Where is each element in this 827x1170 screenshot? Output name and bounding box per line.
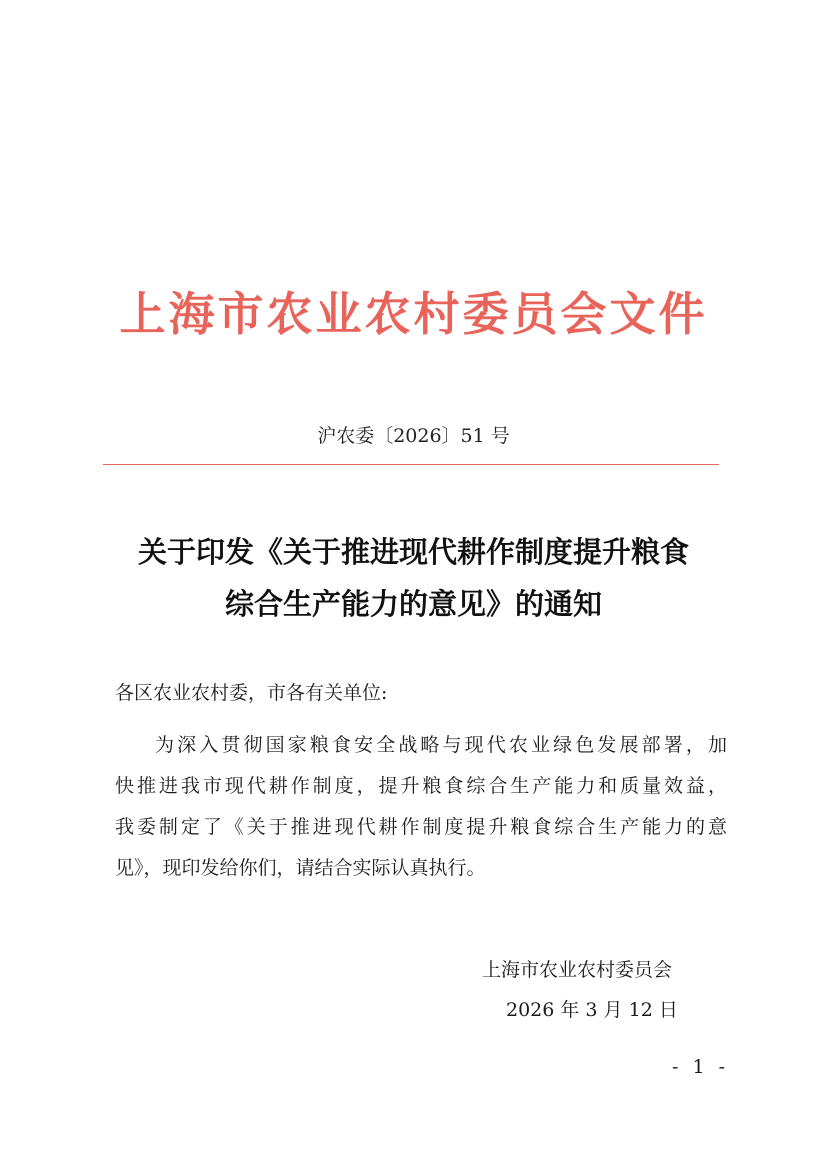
body-line-1: 为深入贯彻国家粮食安全战略与现代农业绿色发展部署，加 — [155, 734, 727, 756]
red-divider-line — [103, 464, 719, 465]
body-line-4: 见》，现印发给你们，请结合实际认真执行。 — [115, 857, 486, 879]
document-title — [0, 526, 827, 630]
body-paragraph — [115, 725, 727, 889]
document-number: 沪农委〔2026〕51 号 — [317, 425, 510, 447]
page-number: - 1 - — [672, 1056, 730, 1078]
issuing-organization: 上海市农业农村委员会 — [482, 959, 673, 981]
salutation: 各区农业农村委，市各有关单位: — [115, 682, 388, 704]
document-title-line-2: 综合生产能力的意见》的通知 — [224, 587, 602, 621]
body-line-3: 我委制定了《关于推进现代耕作制度提升粮食综合生产能力的意 — [115, 816, 727, 838]
document-title-line-1: 关于印发《关于推进现代耕作制度提升粮食 — [137, 535, 689, 569]
masthead-title: 上海市农业农村委员会文件 — [119, 287, 708, 341]
issue-date: 2026 年 3 月 12 日 — [506, 999, 678, 1021]
body-line-2: 快推进我市现代耕作制度，提升粮食综合生产能力和质量效益， — [115, 775, 727, 797]
